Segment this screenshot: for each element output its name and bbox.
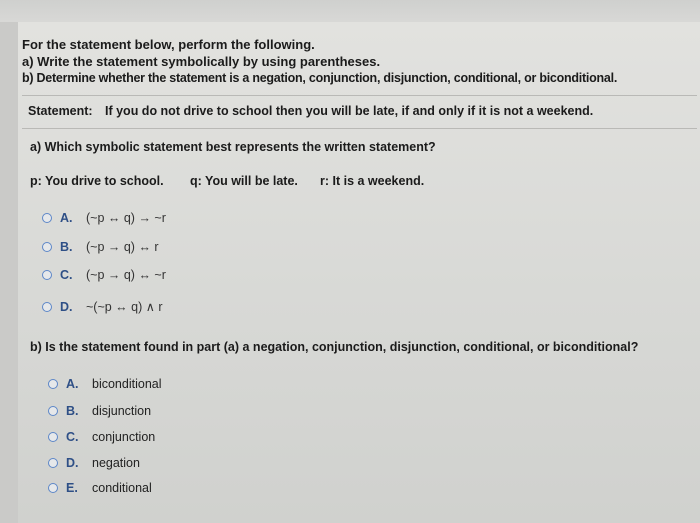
part-b-option-d[interactable] <box>48 456 140 470</box>
option-letter: C. <box>66 430 79 444</box>
option-letter: A. <box>60 211 73 225</box>
option-letter: E. <box>66 481 78 495</box>
part-b-option-a[interactable] <box>48 377 162 391</box>
radio-button[interactable] <box>48 432 58 442</box>
divider-2 <box>22 128 697 129</box>
part-b-option-c[interactable] <box>48 430 155 444</box>
divider-1 <box>22 95 697 96</box>
left-edge <box>0 22 18 523</box>
part-a-question: a) Which symbolic statement best represents the written statement? <box>30 140 436 154</box>
option-expression: (~p → q) ↔ ~r <box>86 268 166 282</box>
radio-button[interactable] <box>48 458 58 468</box>
instruction-line-1: For the statement below, perform the following. <box>22 37 315 52</box>
option-letter: B. <box>66 404 79 418</box>
radio-button[interactable] <box>48 483 58 493</box>
radio-button[interactable] <box>48 379 58 389</box>
option-text: negation <box>92 456 140 470</box>
q-definition: q: You will be late. <box>190 174 298 188</box>
part-a-option-b[interactable] <box>42 240 159 254</box>
part-b-option-b[interactable] <box>48 404 151 418</box>
option-expression: ~(~p ↔ q) ∧ r <box>86 300 163 314</box>
instruction-line-2: a) Write the statement symbolically by using parentheses. <box>22 54 381 69</box>
option-letter: D. <box>60 299 73 314</box>
radio-button[interactable] <box>42 270 52 280</box>
p-definition: p: You drive to school. <box>30 174 164 188</box>
part-a-option-a[interactable] <box>42 211 166 225</box>
statement-text: If you do not drive to school then you will be late, if and only if it is not a weekend. <box>105 104 594 118</box>
radio-button[interactable] <box>42 302 52 312</box>
option-expression: (~p → q) ↔ r <box>86 240 159 254</box>
statement-label: Statement: <box>28 104 93 118</box>
r-definition: r: It is a weekend. <box>320 174 425 188</box>
option-letter: A. <box>66 377 79 391</box>
part-a-option-d[interactable] <box>42 299 163 314</box>
radio-button[interactable] <box>48 406 58 416</box>
radio-button[interactable] <box>42 242 52 252</box>
instruction-line-3: b) Determine whether the statement is a negation, conjunction, disjunction, conditional, or biconditional. <box>22 71 618 85</box>
part-b-question: b) Is the statement found in part (a) a negation, conjunction, disjunction, conditional, or biconditional? <box>30 340 639 354</box>
option-letter: D. <box>66 456 79 470</box>
option-text: conjunction <box>92 430 156 444</box>
option-text: biconditional <box>92 377 162 391</box>
option-expression: (~p ↔ q) → ~r <box>86 211 166 225</box>
part-b-option-e[interactable] <box>48 481 152 495</box>
part-a-option-c[interactable] <box>42 268 166 282</box>
option-text: disjunction <box>92 404 152 418</box>
top-strip <box>0 0 700 22</box>
radio-button[interactable] <box>42 213 52 223</box>
option-letter: C. <box>60 268 73 282</box>
option-text: conditional <box>92 481 152 495</box>
option-letter: B. <box>60 240 73 254</box>
